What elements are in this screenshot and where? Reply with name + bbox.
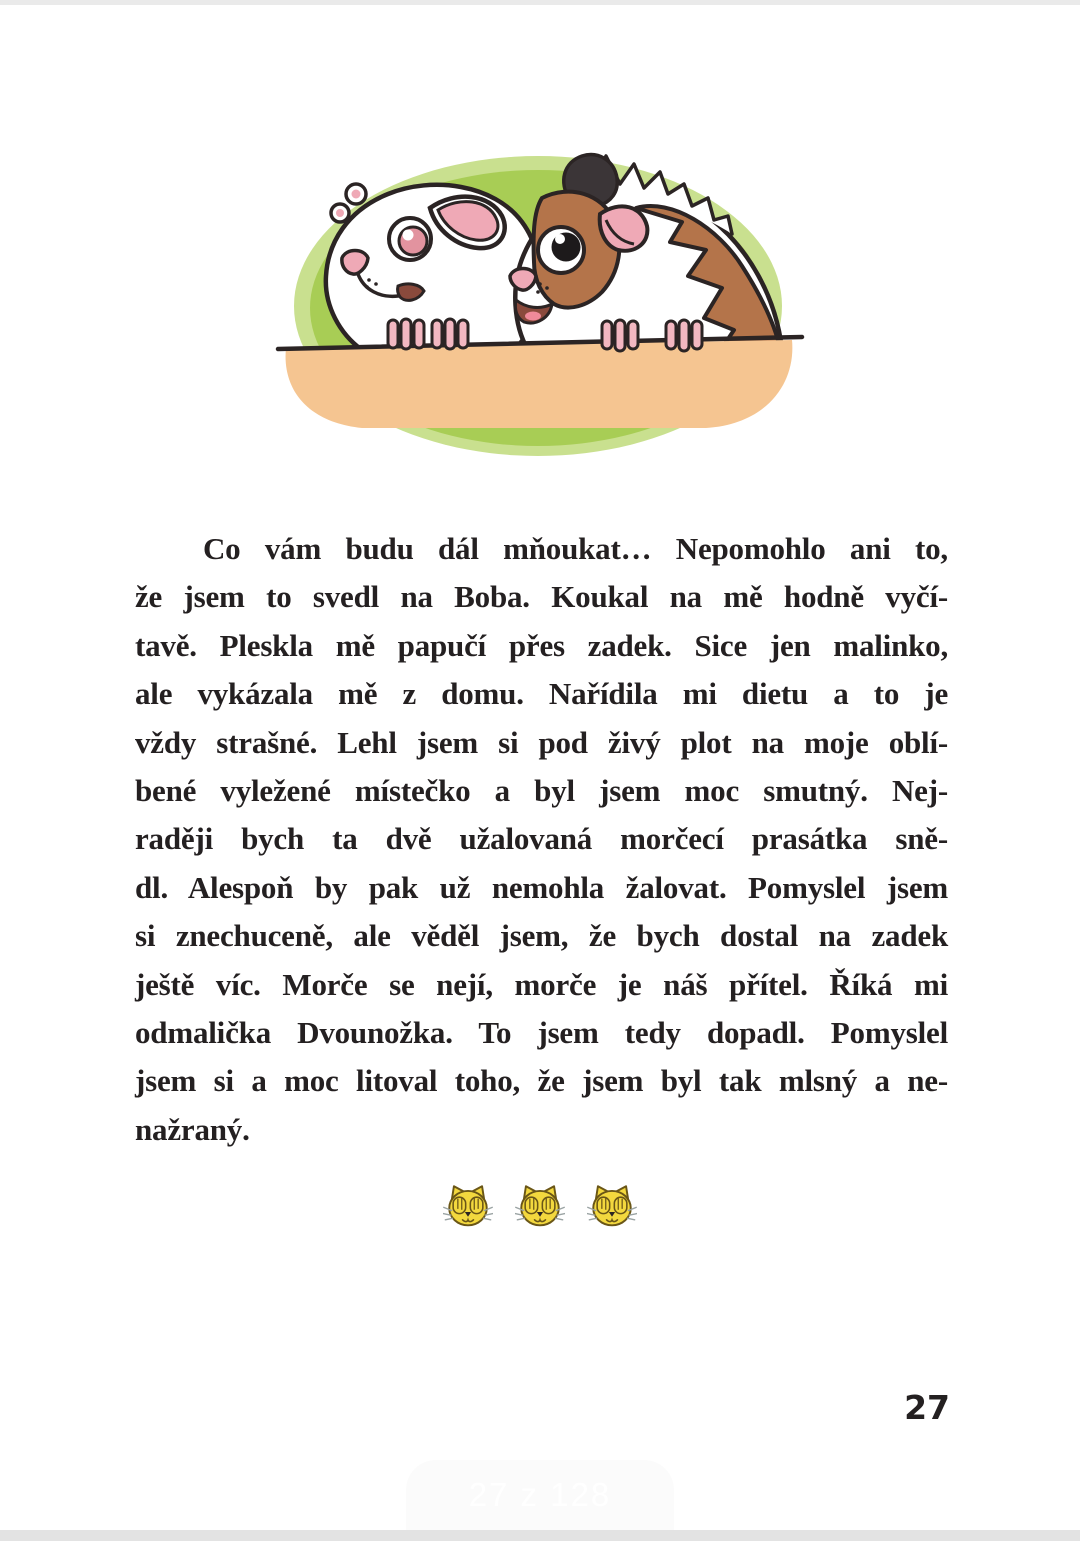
story-paragraph <box>135 525 948 1154</box>
cat-covering-eyes-icon <box>515 1182 565 1228</box>
ledge <box>286 340 793 428</box>
story-line: jsem si a moc litoval toho, že jsem byl tak mlsný a ne- <box>135 1063 948 1099</box>
story-line: ještě víc. Morče se nejí, morče je náš přítel. Říká mi <box>135 966 948 1002</box>
story-line: že jsem to svedl na Boba. Koukal na mě hodně vyčí- <box>135 579 948 615</box>
story-line: raději bych ta dvě užalovaná morčecí prasátka sně- <box>135 821 948 857</box>
page-number: 27 <box>904 1388 950 1427</box>
reader-top-strip <box>0 0 1080 5</box>
story-line: nažraný. <box>135 1111 250 1147</box>
story-line: Co vám budu dál mňoukat… Nepomohlo ani to, <box>203 531 948 566</box>
reader-progress-overlay <box>406 1460 674 1530</box>
story-line: si znechuceně, ale věděl jsem, že bych dostal na zadek <box>135 918 948 954</box>
story-line: bené vyležené místečko a byl jsem moc smutný. Nej- <box>135 772 948 808</box>
story-line: tavě. Pleskla mě papučí přes zadek. Sice jen malinko, <box>135 627 948 663</box>
reader-bottom-strip <box>0 1530 1080 1541</box>
story-line: odmalička Dvounožka. To jsem tedy dopadl. Pomyslel <box>135 1014 948 1050</box>
patched-pig-nose <box>510 269 536 291</box>
section-divider <box>0 1182 1080 1228</box>
cat-covering-eyes-icon <box>443 1182 493 1228</box>
patched-pig-ear <box>600 206 648 250</box>
guinea-pigs-illustration <box>270 134 810 464</box>
story-line: vždy strašné. Lehl jsem si pod živý plot na moje oblí- <box>135 724 948 760</box>
cat-covering-eyes-icon <box>587 1182 637 1228</box>
reader-progress-label: 27 z 128 <box>468 1476 612 1513</box>
story-line: ale vykázala mě z domu. Nařídila mi dietu a to je <box>135 676 948 712</box>
story-line: dl. Alespoň by pak už nemohla žalovat. Pomyslel jsem <box>135 869 948 905</box>
